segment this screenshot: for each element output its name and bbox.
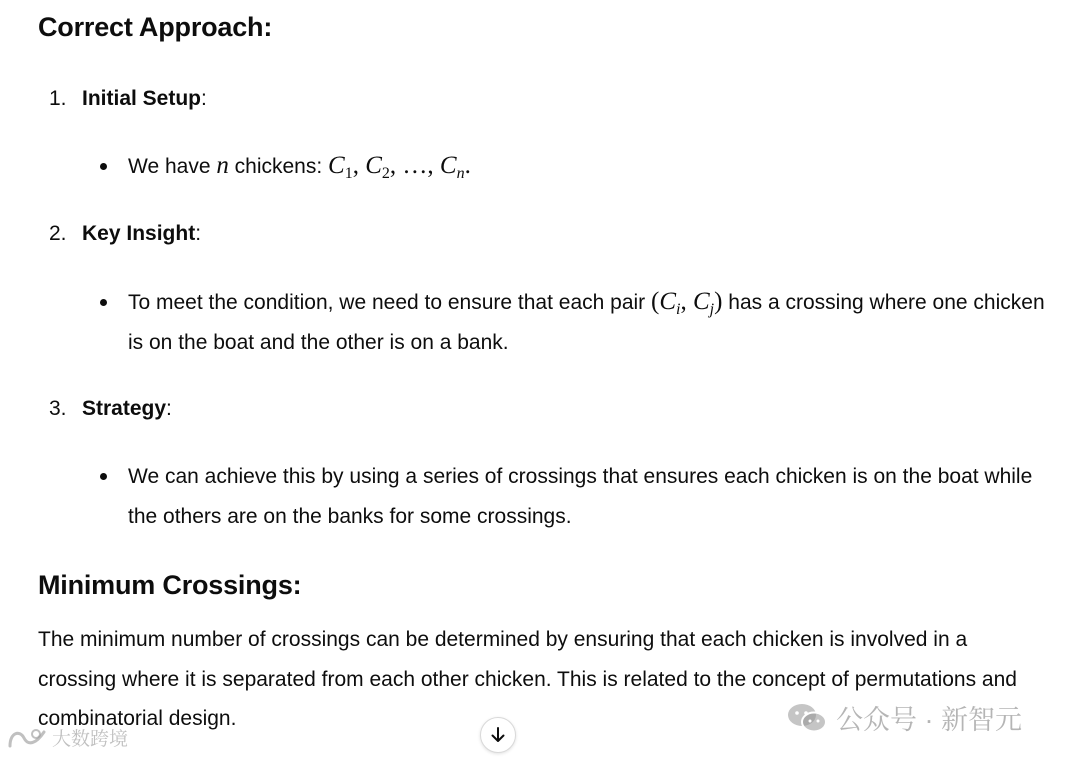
bullet-text: To meet the condition, we need to ensure that each pair bbox=[128, 291, 652, 314]
list-item-key-insight bbox=[82, 222, 201, 246]
list-number-3: 3. bbox=[49, 397, 67, 420]
paragraph-minimum-crossings: The minimum number of crossings can be determined by ensuring that each chicken is involved in a crossing where it is separated from each other chicken. This is related to the concept of permutations and combinatorial design. bbox=[38, 628, 1017, 730]
scroll-down-button[interactable] bbox=[480, 717, 516, 753]
list-item-initial-setup bbox=[82, 87, 207, 111]
bullet-dot bbox=[100, 299, 107, 306]
list-item-colon: : bbox=[166, 397, 172, 420]
bullet-dot bbox=[100, 163, 107, 170]
list-number-1: 1. bbox=[49, 87, 67, 110]
math-pair: ($C_i$, $C_j$) bbox=[651, 288, 723, 318]
bullet-initial-setup bbox=[128, 146, 1048, 187]
list-item-colon: : bbox=[195, 222, 202, 245]
list-item-title: Strategy bbox=[82, 397, 167, 420]
math-var-n: n bbox=[216, 152, 229, 179]
watermark-text: 大数跨境 bbox=[52, 729, 129, 750]
bullet-key-insight bbox=[128, 282, 1048, 362]
list-item-colon: : bbox=[201, 87, 207, 110]
arrow-down-icon bbox=[488, 725, 508, 745]
watermark-dashukuajing bbox=[6, 724, 128, 751]
heading-minimum-crossings: Minimum Crossings: bbox=[38, 570, 302, 600]
bullet-strategy: We can achieve this by using a series of crossings that ensures each chicken is on the boat while the others are on the banks for some crossings. bbox=[128, 465, 1033, 528]
list-item-title: Initial Setup bbox=[82, 87, 202, 110]
watermark-text: 公众号 · 新智元 bbox=[836, 705, 1022, 735]
list-number-2: 2. bbox=[49, 222, 67, 245]
list-item-strategy bbox=[82, 397, 172, 421]
wechat-icon bbox=[786, 702, 828, 734]
bullet-text: chickens: bbox=[228, 155, 329, 178]
heading-correct-approach: Correct Approach: bbox=[38, 12, 273, 42]
bullet-text: has a crossing where one chicken is on the boat and the other is on a bank. bbox=[128, 291, 1045, 354]
math-chicken-list: $C_1$, $C_2$, …, $C_n$. bbox=[328, 152, 471, 182]
bullet-text: We have bbox=[128, 155, 217, 178]
list-item-title: Key Insight bbox=[82, 222, 196, 245]
watermark-xinzhiyuan bbox=[786, 698, 1022, 737]
logo-icon bbox=[6, 726, 48, 750]
bullet-dot bbox=[100, 473, 107, 480]
